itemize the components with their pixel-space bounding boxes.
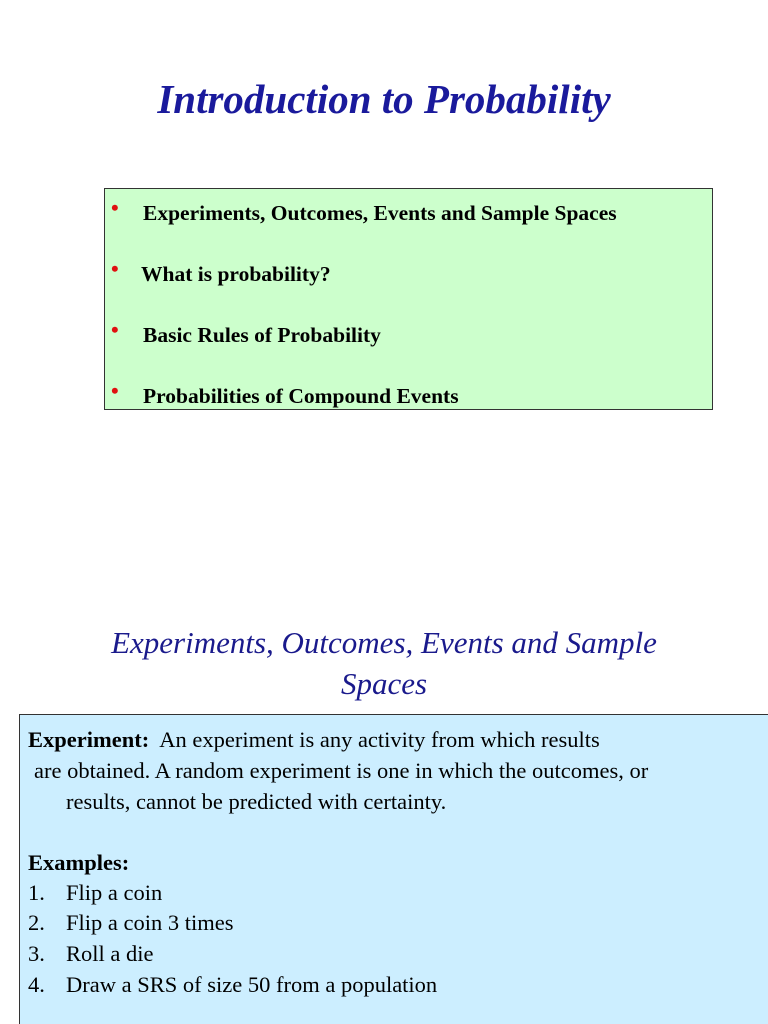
definition-box — [19, 714, 768, 1024]
definition-line: are obtained. A random experiment is one in which the outcomes, or — [34, 758, 649, 783]
topic-item — [105, 317, 712, 347]
definition-line — [28, 729, 600, 752]
example-number: 1. — [28, 880, 45, 905]
topic-label: Probabilities of Compound Events — [143, 384, 459, 408]
bullet-icon: • — [111, 378, 119, 403]
bullet-icon: • — [111, 195, 119, 220]
examples-label: Examples: — [28, 850, 130, 875]
example-text: Flip a coin 3 times — [66, 910, 234, 935]
example-number: 3. — [28, 941, 45, 966]
topic-item — [105, 195, 712, 225]
topics-box — [104, 188, 713, 410]
topic-label: Experiments, Outcomes, Events and Sample Spaces — [143, 201, 617, 225]
topic-label: Basic Rules of Probability — [143, 323, 381, 347]
section-title — [0, 622, 768, 704]
bullet-icon: • — [111, 317, 119, 342]
example-number: 2. — [28, 910, 45, 935]
topic-item — [105, 378, 712, 408]
topic-label: What is probability? — [141, 262, 331, 286]
section-title-line: Spaces — [340, 666, 428, 701]
bullet-icon: • — [111, 256, 119, 281]
topic-item — [105, 256, 712, 286]
definition-text: An experiment is any activity from which results — [159, 727, 600, 752]
example-text: Draw a SRS of size 50 from a population — [66, 972, 438, 997]
definition-line: results, cannot be predicted with certainty. — [66, 789, 447, 814]
example-text: Roll a die — [66, 941, 154, 966]
example-text: Flip a coin — [66, 880, 163, 905]
definition-term: Experiment: — [28, 727, 150, 752]
section-title-line: Experiments, Outcomes, Events and Sample — [111, 625, 657, 660]
slide-title: Introduction to Probability — [157, 76, 611, 122]
example-number: 4. — [28, 972, 45, 997]
